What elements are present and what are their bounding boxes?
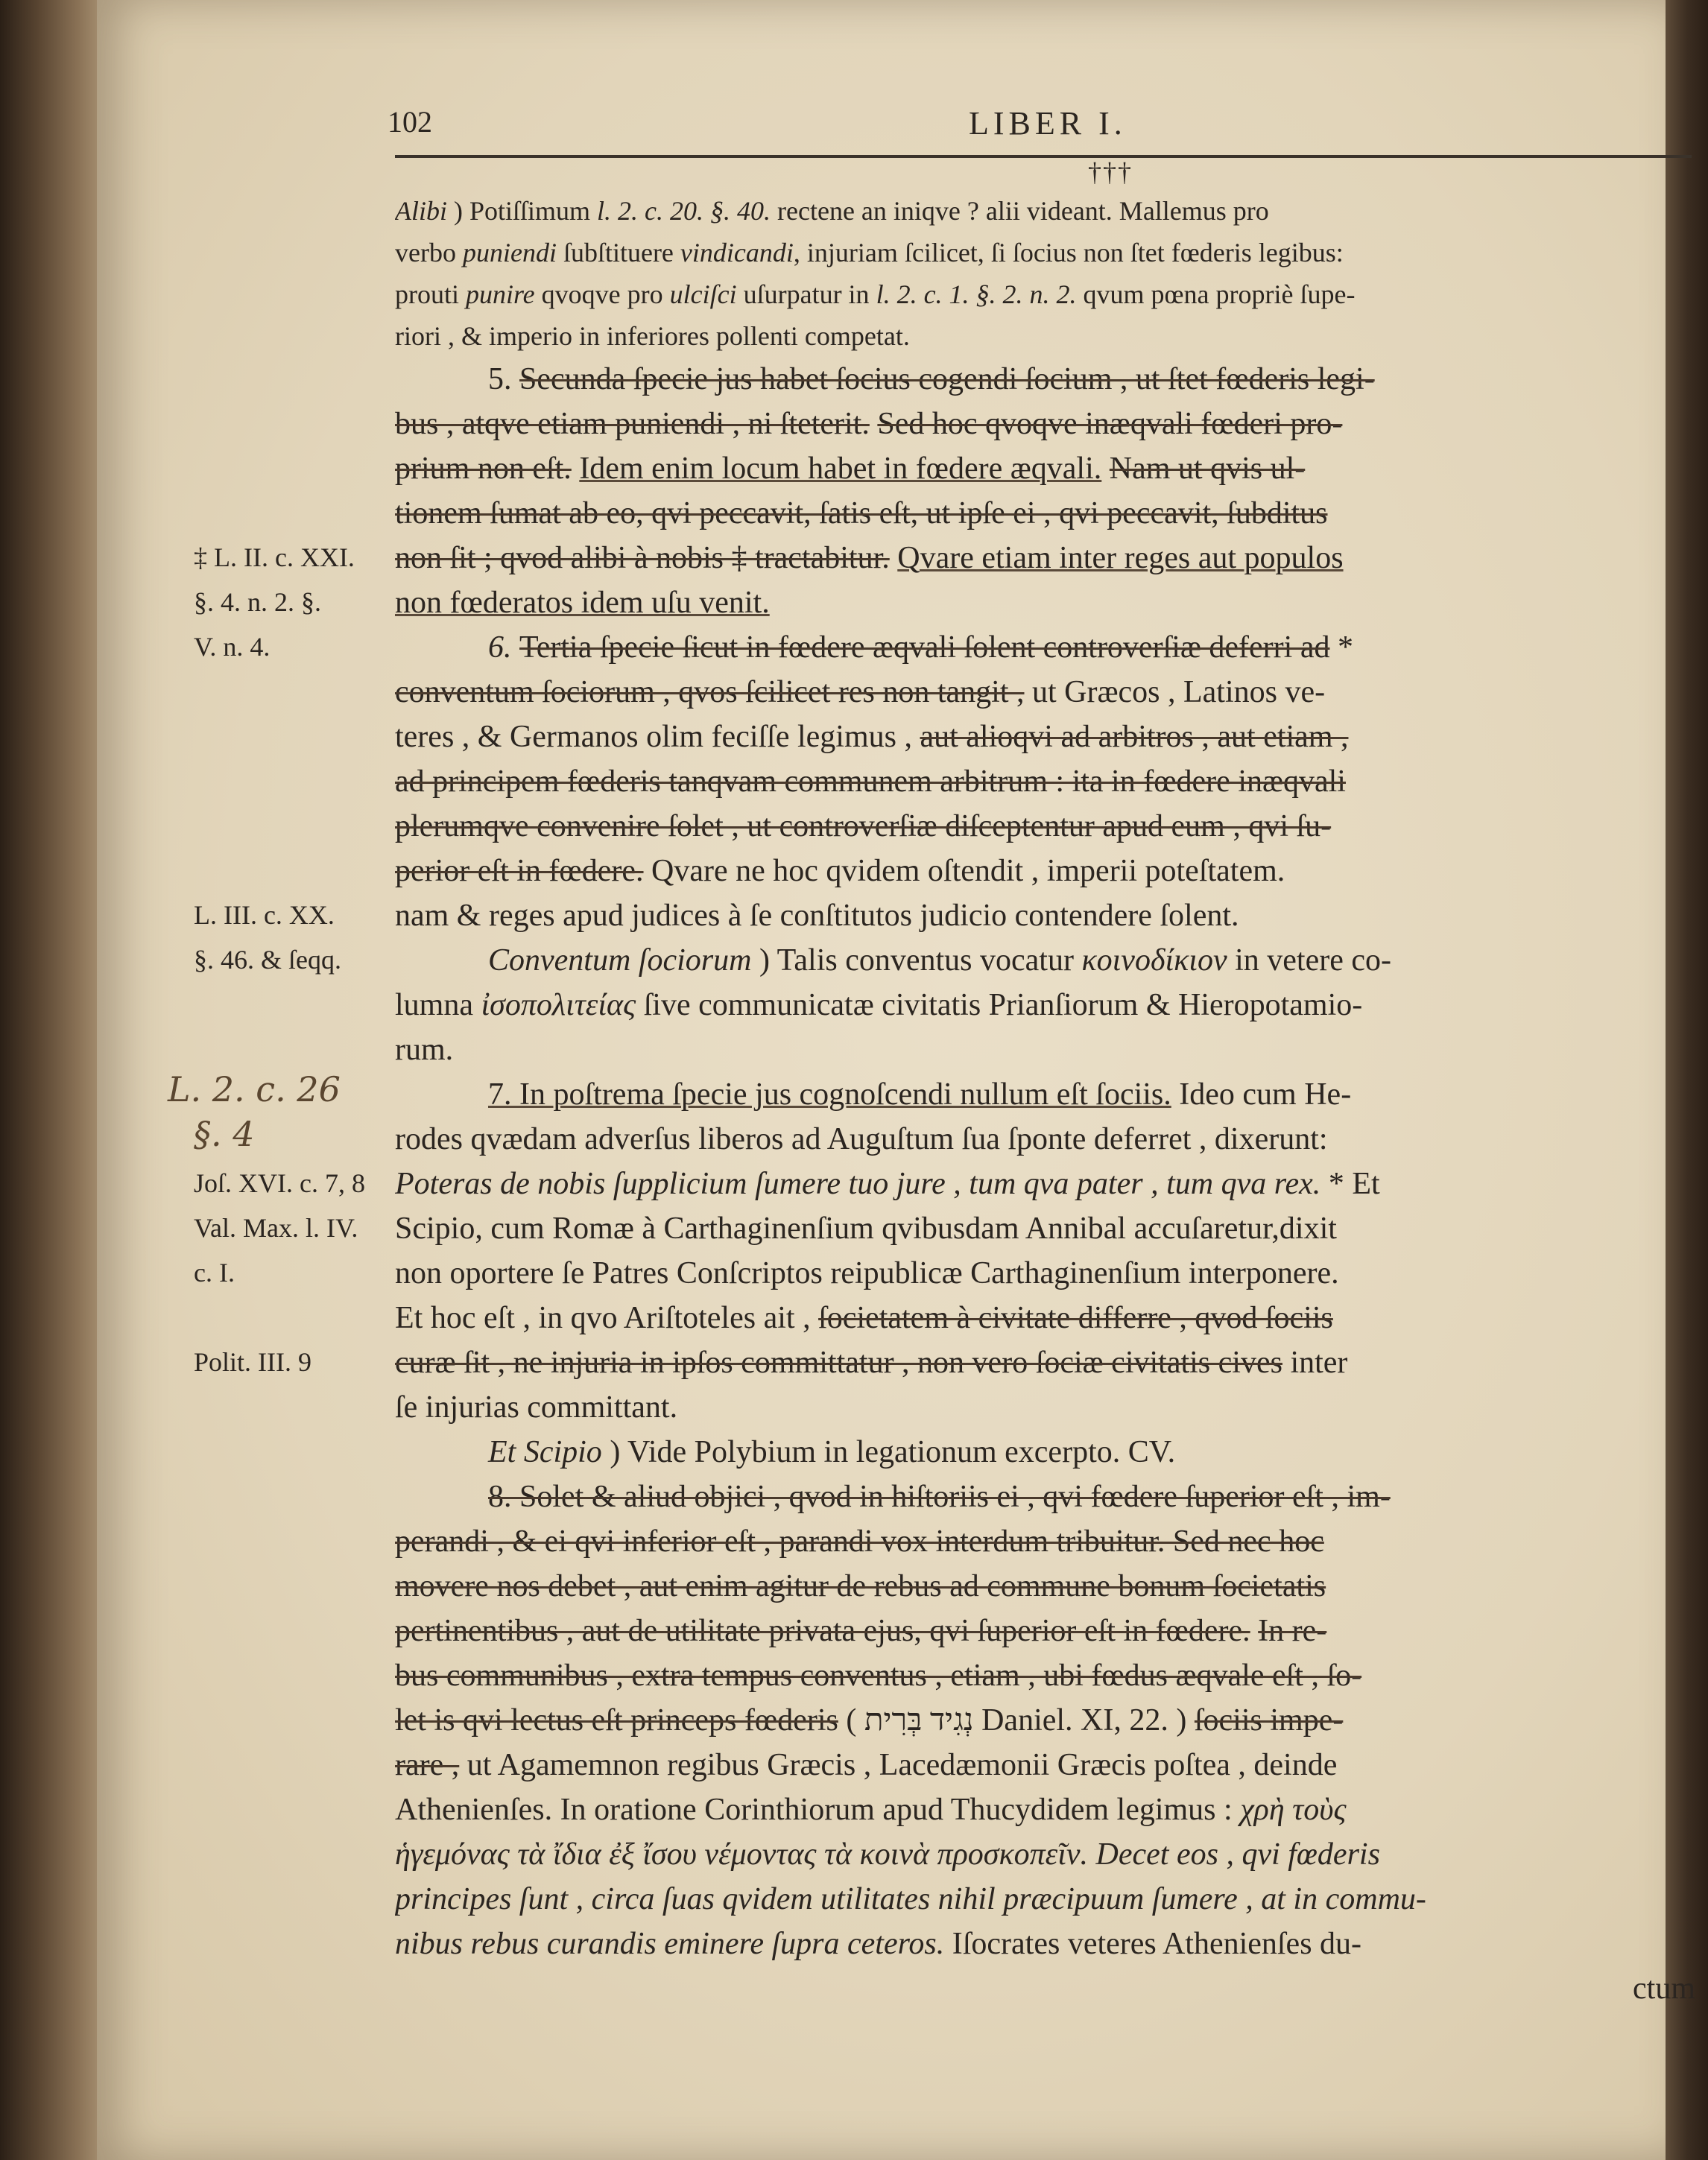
text-span [1088,1837,1096,1872]
text-line [395,1966,1695,2011]
struck-text: movere nos debet , aut enim agitur de rebus ad commune bonum ſocietatis [395,1569,1326,1603]
struck-text: ad principem fœderis tanqvam communem arbitrum : ita in fœdere inæqvali [395,764,1346,799]
text-line [395,1430,1695,1475]
book-page [97,0,1695,2160]
text-span [1101,452,1110,486]
text-line [395,1698,1695,1743]
struck-text: ſociis impe- [1194,1703,1344,1738]
struck-text: prium non eſt. [395,452,572,486]
text-span: 6. [488,630,519,665]
text-span: Et Scipio [488,1435,602,1469]
underlined-text: Idem enim locum habet in fœdere æqvali. [579,452,1102,486]
text-span: ) Vide Polybium in legationum excerpto. CV. [601,1435,1176,1469]
text-line [395,938,1695,983]
text-span: * [1329,630,1353,665]
text-line [395,273,1695,315]
text-line [395,625,1695,670]
margin-note: ‡ L. II. c. XXI. [194,542,355,572]
text-line [395,1832,1695,1877]
text-span: l. 2. c. 1. §. 2. n. 2. [876,279,1077,309]
struck-text: bus , atqve etiam puniendi , ni ſteterit. [395,407,870,441]
struck-text: aut alioqvi ad arbitros , aut etiam , [920,720,1349,754]
text-line [395,893,1695,938]
text-span: prouti [395,279,466,309]
handwritten-note: L. 2. c. 26 [168,1069,341,1109]
text-span: vindicandi [680,238,794,267]
text-span: Scipio, cum Romæ à Carthaginenſium qvibusdam Annibal accuſaretur,dixit [395,1212,1337,1246]
text-line [395,491,1695,536]
text-span: uſurpatur in [736,279,876,309]
margin-note: §. 46. & ſeqq. [194,945,341,975]
text-span: ) Potiſſimum [447,196,598,226]
running-head [388,104,1699,149]
text-span: nam & reges apud judices à ſe conſtitutos judicio contendere ſolent. [395,899,1239,933]
text-span: χρὴ τοὺς [1240,1793,1347,1827]
text-span: verbo [395,238,463,267]
struck-text: Sed hoc qvoqve inæqvali fœderi pro- [877,407,1343,441]
text-span: inter [1282,1346,1348,1380]
text-span: ( נְגִיד בְּרִית Daniel. XI, 22. ) [838,1703,1195,1738]
text-line [395,1922,1695,1966]
text-span: ) Talis conventus vocatur [751,943,1082,978]
text-line [395,580,1695,625]
struck-text: let is qvi lectus eſt princeps fœderis [395,1703,838,1738]
struck-text: plerumqve convenire ſolet , ut controverſiæ diſceptentur apud eum , qvi ſu- [395,809,1332,843]
underlined-text: Qvare etiam inter reges aut populos [897,541,1344,575]
text-span: principes ſunt , circa ſuas qvidem utilitates nihil præcipuum ſumere , at in commu- [395,1882,1426,1916]
text-line [395,536,1695,580]
text-line [395,446,1695,491]
text-line [395,1340,1695,1385]
text-span: Conventum ſociorum [488,943,752,978]
struck-text: pertinentibus , aut de utilitate privata ejus, qvi ſuperior eſt in fœdere. [395,1614,1250,1648]
struck-text: bus communibus , extra tempus conventus , etiam , ubi fœdus æqvale eſt , ſo- [395,1659,1362,1693]
underlined-text: non fœderatos idem uſu venit. [395,586,770,620]
text-span: Decet eos , qvi fœderis [1095,1837,1380,1872]
text-line [395,1162,1695,1206]
margin-note: Val. Max. l. IV. [194,1213,358,1243]
struck-text: Nam ut qvis ul- [1109,452,1306,486]
struck-text: non ſit ; qvod alibi à nobis ‡ tractabitur. [395,541,890,575]
text-span: puniendi [462,238,557,267]
text-span: qvoqve pro [534,279,670,309]
text-span: , injuriam ſcilicet, ſi ſocius non ſtet fœderis legibus: [793,238,1344,267]
text-line [395,1564,1695,1609]
text-span: ἡγεμόνας τὰ ἴδια ἐξ ἴσου νέμοντας τὰ κοινὰ προσκοπεῖν. [395,1837,1089,1872]
text-span: Athenienſes. In oratione Corinthiorum apud Thucydidem legimus : [395,1793,1241,1827]
text-span: l. 2. c. 20. §. 40. [597,196,771,226]
text-span: 5. [488,362,519,396]
text-line [395,315,1695,357]
book-spine [0,0,112,2160]
text-line [395,715,1695,759]
text-line [395,1385,1695,1430]
text-span: in vetere co- [1227,943,1391,978]
text-line [395,1877,1695,1922]
text-span: lumna [395,988,481,1022]
text-span: Poteras de nobis ſupplicium ſumere tuo jure , tum qva pater , tum qva rex. [395,1167,1321,1201]
text-line [395,1251,1695,1296]
head-rule [395,155,1692,158]
text-span: ut Agamemnon regibus Græcis , Lacedæmonii Græcis poſtea , deinde [459,1748,1338,1782]
text-line [395,1519,1695,1564]
text-line [395,670,1695,715]
page-number: 102 [388,105,432,139]
margin-note: Polit. III. 9 [194,1347,311,1377]
text-line [395,1296,1695,1340]
text-line [395,1787,1695,1832]
text-span: Et hoc eſt , in qvo Ariſtoteles ait , [395,1301,819,1335]
struck-text: perandi , & ei qvi inferior eſt , parandi vox interdum tribuitur. Sed nec hoc [395,1524,1324,1559]
text-span [572,452,580,486]
text-span: qvum pœna propriè ſupe- [1076,279,1356,309]
text-line [395,759,1695,804]
text-span: punire [466,279,535,309]
struck-text: conventum ſociorum , qvos ſcilicet res non tangit , [395,675,1025,709]
text-line [395,849,1695,893]
text-span: ſubſtituere [556,238,680,267]
text-line [395,232,1695,273]
text-span: * Et [1320,1167,1380,1201]
text-line [395,1743,1695,1787]
text-line [395,983,1695,1027]
struck-text: perior eſt in fœdere. [395,854,644,888]
text-line [395,1609,1695,1653]
struck-text: Tertia ſpecie ſicut in fœdere æqvali ſolent controverſiæ deferri ad [519,630,1330,665]
text-line [395,804,1695,849]
margin-note: V. n. 4. [194,632,271,662]
text-span: rodes qvædam adverſus liberos ad Auguſtum ſua ſponte deferret , dixerunt: [395,1122,1328,1156]
text-span: ulciſci [669,279,737,309]
text-span: Iſocrates veteres Athenienſes du- [944,1927,1362,1961]
text-span: ut Græcos , Latinos ve- [1024,675,1326,709]
margin-note: Joſ. XVI. c. 7, 8 [194,1168,365,1198]
text-span: rectene an iniqve ? alii videant. Mallemus pro [771,196,1269,226]
text-span: ἰσοπολιτείας [481,988,636,1022]
text-span: riori , & imperio in inferiores pollenti competat. [395,321,910,351]
underlined-text: 7. In poſtrema ſpecie jus cognoſcendi nullum eſt ſociis. [488,1077,1171,1112]
handwritten-note: §. 4 [194,1114,255,1154]
text-line [395,1653,1695,1698]
margin-note: §. 4. n. 2. §. [194,587,321,617]
struck-text: tionem ſumat ab eo, qvi peccavit, ſatis eſt, ut ipſe ei , qvi peccavit, ſubditus [395,496,1328,531]
text-line [395,1072,1695,1117]
text-span: ctum [1633,1971,1695,2006]
text-span [1250,1614,1259,1648]
struck-text: rare , [395,1748,460,1782]
struck-text: Secunda ſpecie jus habet ſocius cogendi ſocium , ut ſtet fœderis legi- [519,362,1375,396]
text-column [395,190,1695,2011]
text-span: ſive communicatæ civitatis Prianſiorum & Hieropotamio- [636,988,1363,1022]
struck-text: curæ ſit , ne injuria in ipſos committatur , non vero ſociæ civitatis cives [395,1346,1282,1380]
text-line [395,402,1695,446]
text-span: κοινοδίκιον [1081,943,1227,978]
text-span: ſe injurias committant. [395,1390,678,1425]
struck-text: In re- [1258,1614,1327,1648]
text-line [395,1475,1695,1519]
running-title: LIBER I. [969,105,1127,142]
text-line [395,1117,1695,1162]
struck-text: ſocietatem à civitate differre , qvod ſociis [818,1301,1333,1335]
text-span: teres , & Germanos olim feciſſe legimus , [395,720,920,754]
text-span: Qvare ne hoc qvidem oſtendit , imperii poteſtatem. [643,854,1285,888]
text-line [395,1206,1695,1251]
text-line [395,1027,1695,1072]
text-line [395,357,1695,402]
text-span: Ideo cum He- [1171,1077,1352,1112]
text-span: non oportere ſe Patres Conſcriptos reipublicæ Carthaginenſium interponere. [395,1256,1339,1290]
text-span: nibus rebus curandis eminere ſupra ceteros. [395,1927,945,1961]
text-span [890,541,898,575]
text-span [870,407,878,441]
text-span: rum. [395,1033,454,1067]
struck-text: 8. Solet & aliud objici , qvod in hiſtoriis ei , qvi fœdere ſuperior eſt , im- [488,1480,1391,1514]
text-span: Alibi [395,196,447,226]
margin-note: c. I. [194,1258,235,1288]
text-line [395,190,1695,232]
dagger-ornament: ††† [1088,157,1133,187]
margin-note: L. III. c. XX. [194,900,335,930]
